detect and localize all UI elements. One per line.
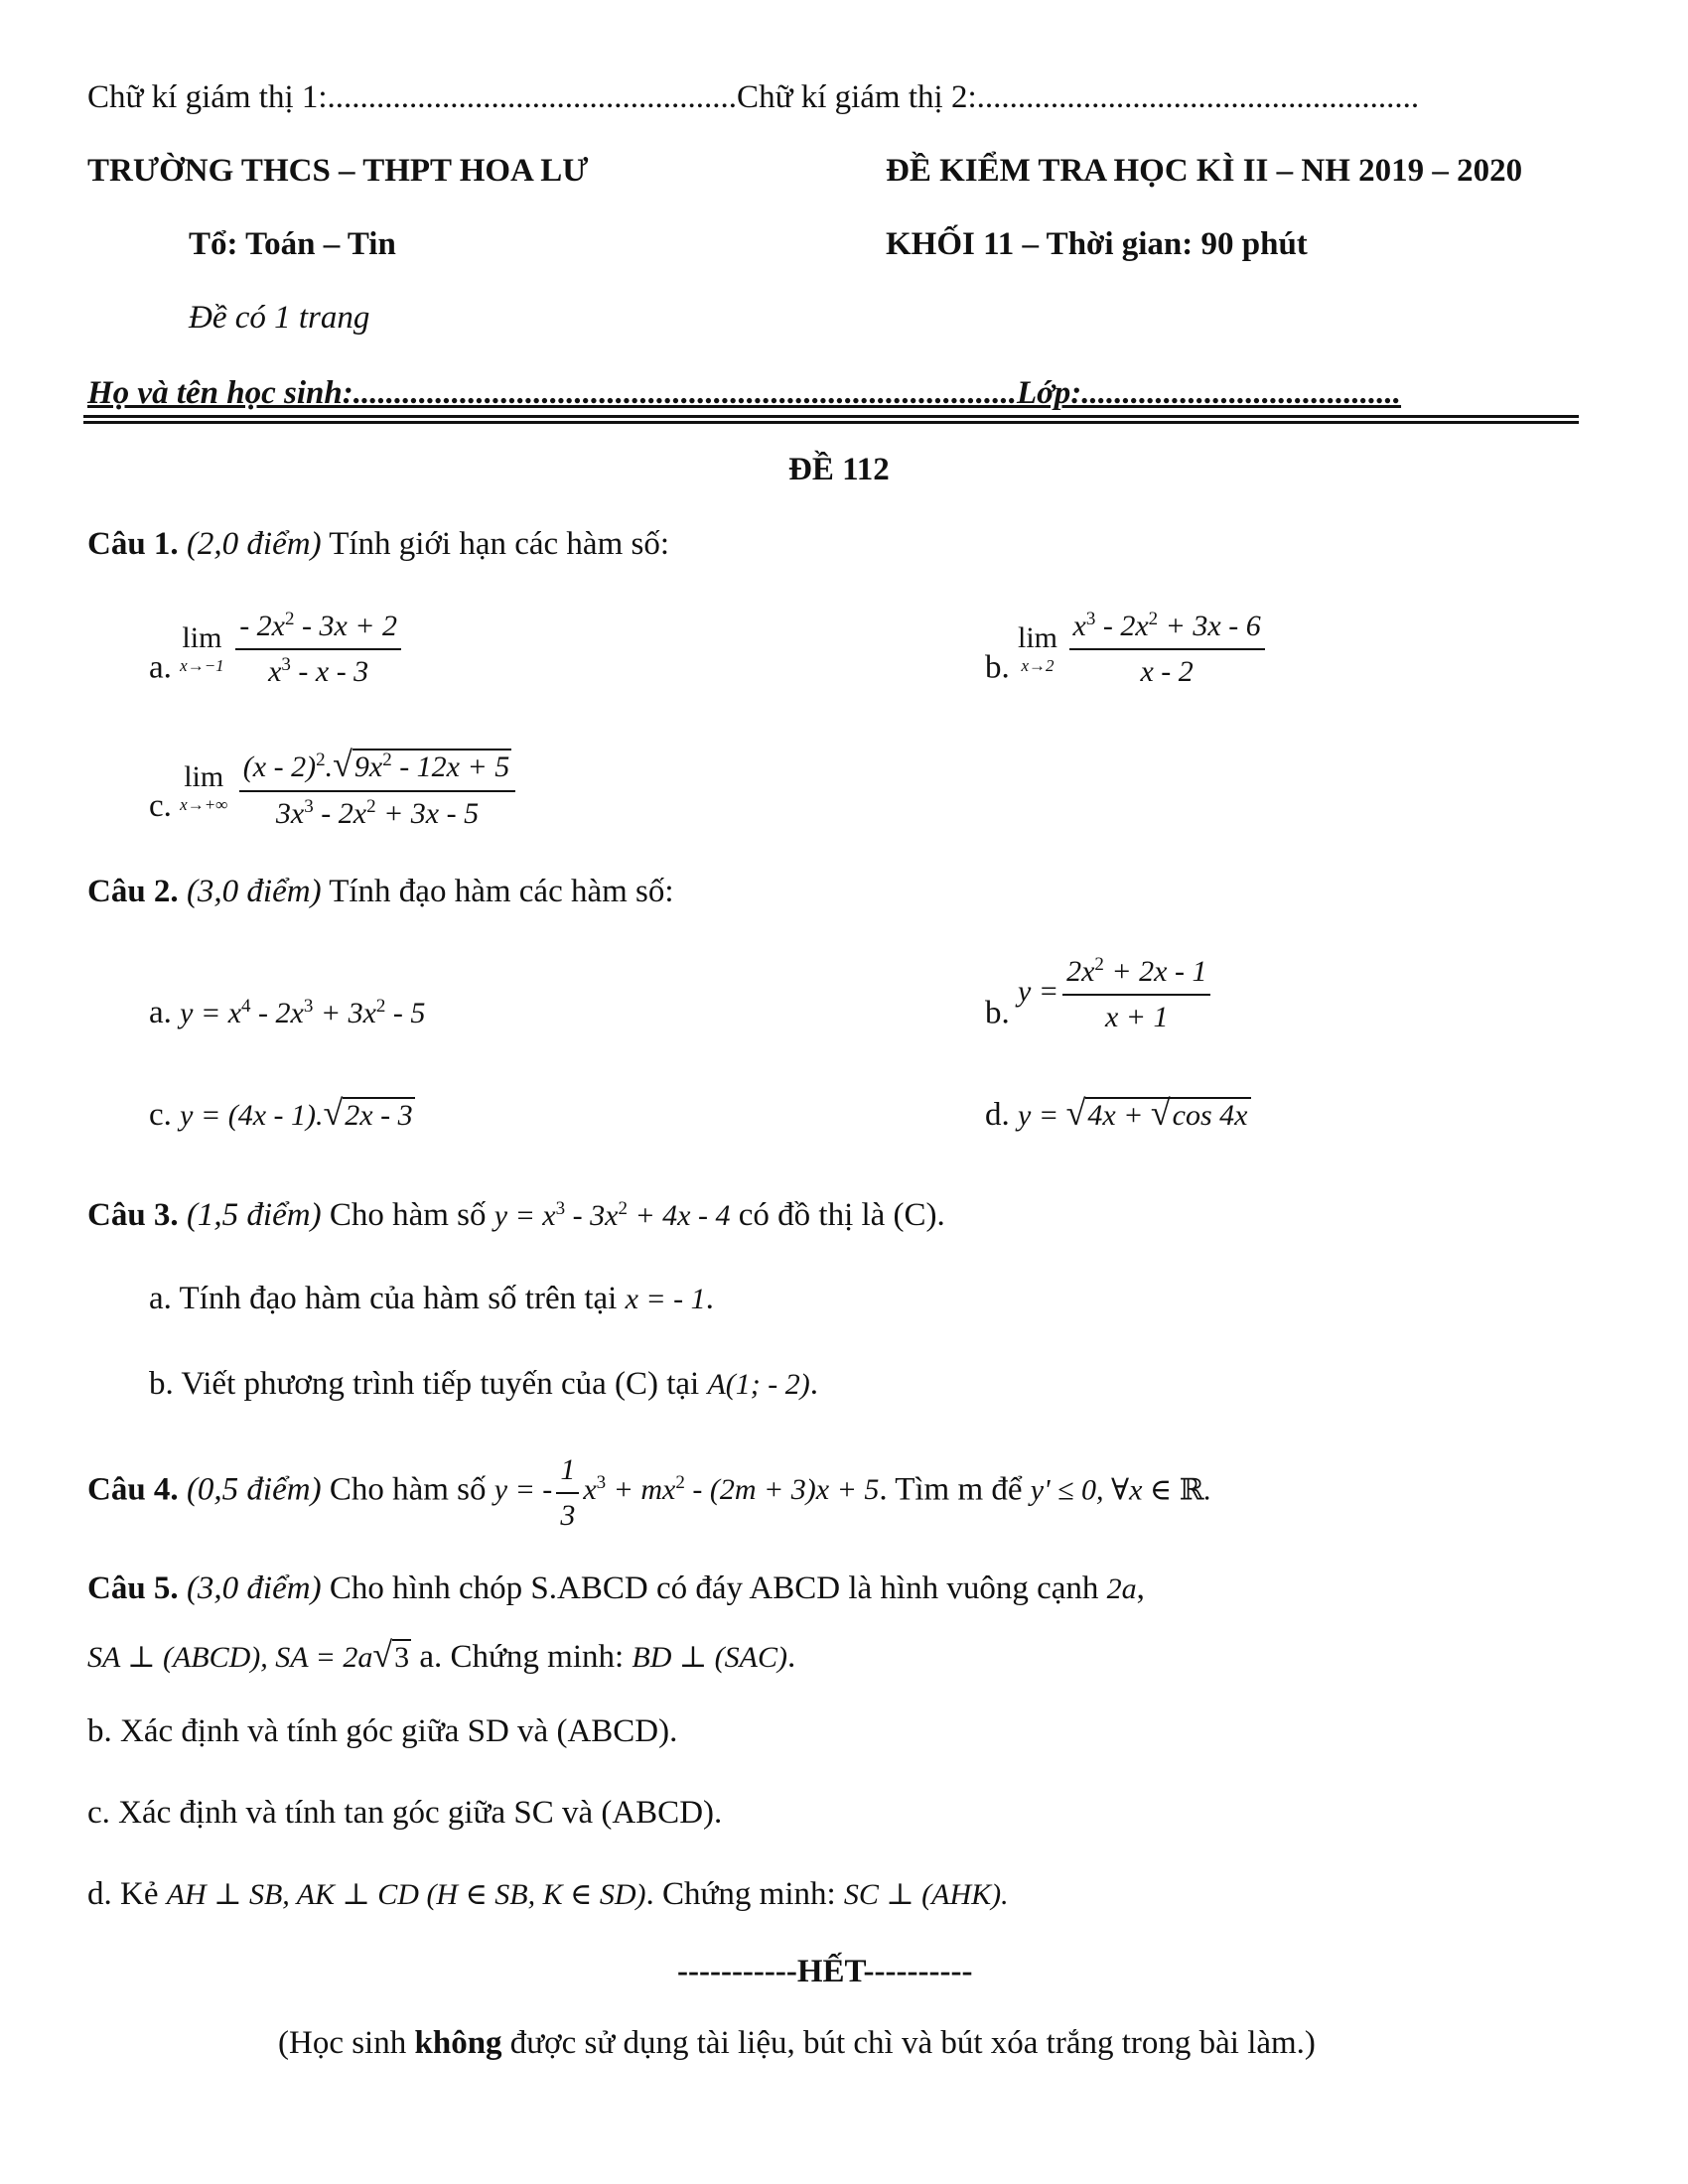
question-3b: b. Viết phương trình tiếp tuyến của (C) tại A(1; - 2). [149, 1366, 819, 1402]
divider-line [83, 421, 1579, 424]
question-3a: a. Tính đạo hàm của hàm số trên tại x = - 1. [149, 1281, 714, 1316]
question-2-heading: Câu 2. (3,0 điểm) Tính đạo hàm các hàm số: [87, 874, 674, 909]
question-2c: c. y = (4x - 1).√2x - 3 [149, 1093, 413, 1133]
question-1c: c. lim x→+∞ $\frac{(x - 2)^2.√9x^2 - 12x + 5}{3x^3 - 2x^2 + 3x - 5}$ [149, 743, 519, 833]
question-4: Câu 4. (0,5 điểm) Cho hàm số y = - $\frac{1}{3}$ $x^3 + mx^2 - (2m + 3)x + 5$. Tìm m để y' ≤ 0, ∀x ∈ ℝ. [87, 1453, 1212, 1532]
school-name: TRƯỜNG THCS – THPT HOA LƯ [87, 153, 589, 189]
question-1-heading: Câu 1. (2,0 điểm) Tính giới hạn các hàm số: [87, 526, 670, 562]
question-5b: b. Xác định và tính góc giữa SD và (ABCD). [87, 1713, 678, 1749]
grade-time: KHỐI 11 – Thời gian: 90 phút [886, 226, 1308, 262]
page-note: Đề có 1 trang [189, 300, 370, 336]
signature-line: Chữ kí giám thị 1:..................................................Chữ kí giám thị 2:...................................................... [87, 79, 1420, 115]
question-3-heading: Câu 3. (1,5 điểm) Cho hàm số $y = x^3 - 3x^2 + 4x - 4$ có đồ thị là (C). [87, 1197, 945, 1233]
student-info-line: Họ và tên học sinh:.................................................................................Lớp:....................................... [87, 375, 1402, 411]
question-1b: b. lim x→2 $\frac{x^3 - 2x^2 + 3x - 6}{x - 2}$ [985, 608, 1269, 690]
question-2b: b. y = $\frac{2x^2 + 2x - 1}{x + 1}$ [985, 953, 1214, 1035]
question-2a: a. $y = x^4 - 2x^3 + 3x^2 - 5$ [149, 995, 426, 1030]
exam-title: ĐỀ KIỂM TRA HỌC KÌ II – NH 2019 – 2020 [886, 153, 1523, 189]
department: Tổ: Toán – Tin [189, 226, 396, 262]
footer-note: (Học sinh không được sử dụng tài liệu, bút chì và bút xóa trắng trong bài làm.) [278, 2025, 1316, 2061]
question-5-given: SA ⊥ (ABCD), SA = 2a√3 a. Chứng minh: BD ⊥ (SAC). [87, 1635, 796, 1675]
divider-line [83, 415, 1579, 418]
end-marker: -----------HẾT---------- [677, 1954, 973, 1989]
question-5d: d. Kẻ AH ⊥ SB, AK ⊥ CD (H ∈ SB, K ∈ SD). Chứng minh: SC ⊥ (AHK). [87, 1876, 1009, 1912]
question-5-heading: Câu 5. (3,0 điểm) Cho hình chóp S.ABCD có đáy ABCD là hình vuông cạnh 2a, [87, 1570, 1145, 1606]
question-2d: d. y = √4x + √cos 4x [985, 1092, 1251, 1134]
question-5c: c. Xác định và tính tan góc giữa SC và (ABCD). [87, 1795, 723, 1831]
question-1a: a. lim x→−1 $\frac{- 2x^2 - 3x + 2}{x^3 - x - 3}$ [149, 608, 405, 690]
exam-code: ĐỀ 112 [788, 452, 890, 487]
